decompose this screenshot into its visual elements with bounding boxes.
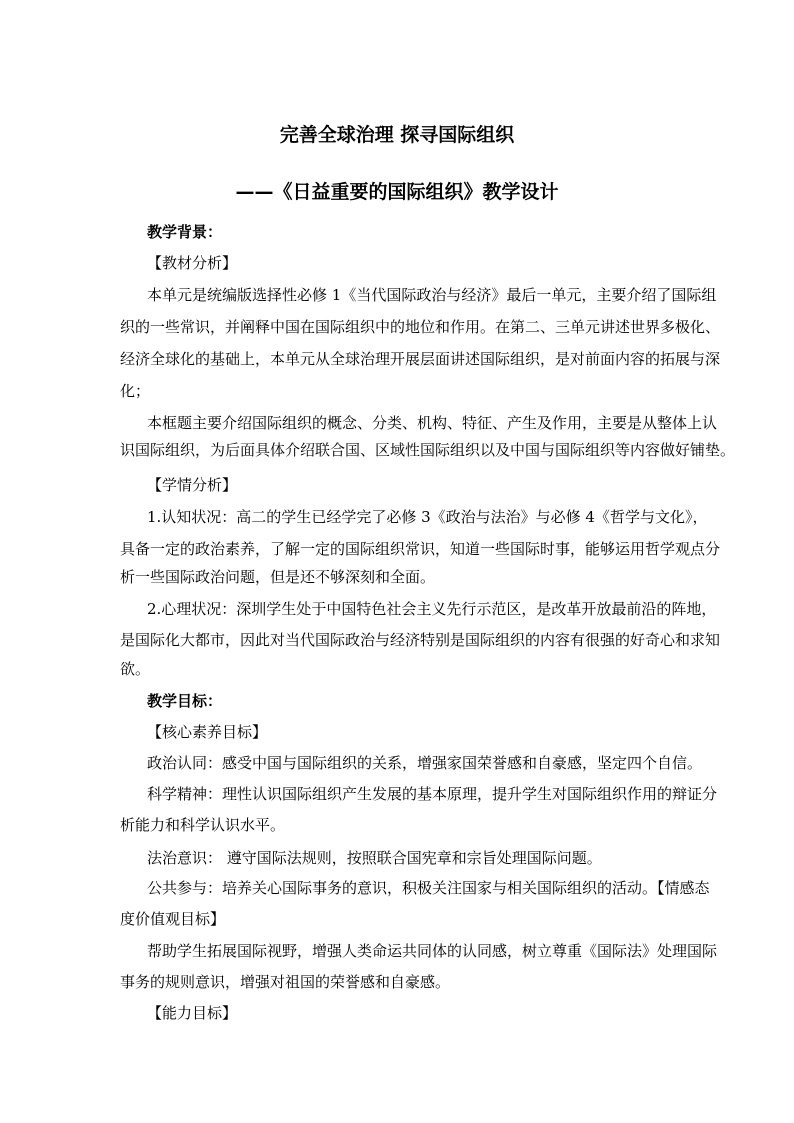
- paragraph-line: 2.心理状况：深圳学生处于中国特色社会主义先行示范区，是改革开放最前沿的阵地，: [147, 600, 717, 618]
- ability-goals-heading: 【能力目标】: [147, 1004, 238, 1022]
- paragraph-line: 法治意识： 遵守国际法规则，按照联合国宪章和宗旨处理国际问题。: [147, 849, 602, 867]
- paragraph-line: 化；: [120, 382, 151, 400]
- paragraph-line: 具备一定的政治素养，了解一定的国际组织常识，知道一些国际时事，能够运用哲学观点分: [120, 540, 721, 558]
- core-literacy-heading: 【核心素养目标】: [147, 723, 268, 741]
- paragraph-line: 政治认同：感受中国与国际组织的关系，增强家国荣誉感和自豪感，坚定四个自信。: [147, 754, 703, 772]
- paragraph-line: 经济全球化的基础上，本单元从全球治理开展层面讲述国际组织，是对前面内容的拓展与深: [120, 350, 721, 368]
- paragraph-line: 科学精神：理性认识国际组织产生发展的基本原理，提升学生对国际组织作用的辩证分: [147, 785, 718, 803]
- page-title: 完善全球治理 探寻国际组织: [279, 124, 515, 146]
- page-subtitle: ——《日益重要的国际组织》教学设计: [235, 181, 559, 203]
- background-heading: 教学背景：: [147, 223, 223, 241]
- paragraph-line: 本框题主要介绍国际组织的概念、分类、机构、特征、产生及作用，主要是从整体上认: [147, 414, 718, 432]
- paragraph-line: 识国际组织，为后面具体介绍联合国、区域性国际组织以及中国与国际组织等内容做好铺垫。: [120, 441, 736, 459]
- paragraph-line: 织的一些常识，并阐释中国在国际组织中的地位和作用。在第二、三单元讲述世界多极化、: [120, 318, 721, 336]
- paragraph-line: 公共参与：培养关心国际事务的意识，积极关注国家与相关国际组织的活动。【情感态: [147, 879, 710, 897]
- goals-heading: 教学目标：: [147, 692, 223, 710]
- paragraph-line: 析一些国际政治问题，但是还不够深刻和全面。: [120, 568, 436, 586]
- paragraph-line: 是国际化大都市，因此对当代国际政治与经济特别是国际组织的内容有很强的好奇心和求知: [120, 631, 721, 649]
- paragraph-line: 析能力和科学认识水平。: [120, 816, 286, 834]
- paragraph-line: 度价值观目标】: [120, 910, 226, 928]
- paragraph-line: 本单元是统编版选择性必修 1《当代国际政治与经济》最后一单元，主要介绍了国际组: [147, 286, 717, 304]
- student-analysis-heading: 【学情分析】: [147, 476, 238, 494]
- textbook-analysis-heading: 【教材分析】: [147, 254, 238, 272]
- paragraph-line: 欲。: [120, 660, 151, 678]
- paragraph-line: 事务的规则意识，增强对祖国的荣誉感和自豪感。: [120, 973, 451, 991]
- paragraph-line: 帮助学生拓展国际视野，增强人类命运共同体的认同感，树立尊重《国际法》处理国际: [147, 942, 718, 960]
- paragraph-line: 1.认知状况：高二的学生已经学完了必修 3《政治与法治》与必修 4《哲学与文化》，: [147, 508, 708, 526]
